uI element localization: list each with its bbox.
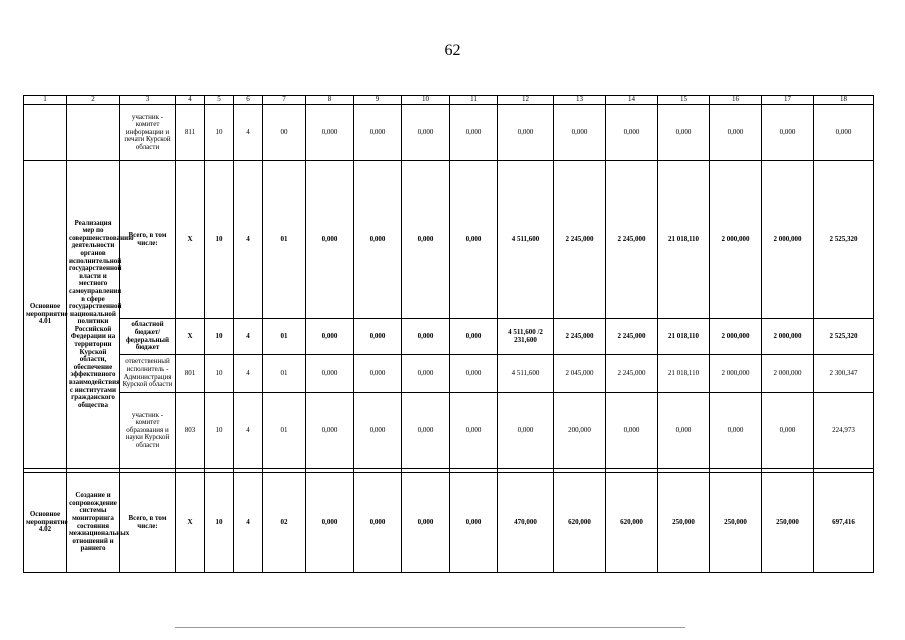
header-cell: 16 [710, 96, 762, 105]
value-cell: 0,000 [762, 105, 814, 161]
page-bottom-line [175, 627, 685, 628]
code-cell: 811 [176, 105, 205, 161]
value-cell: 0,000 [762, 393, 814, 469]
header-cell: 12 [498, 96, 554, 105]
value-cell: 0,000 [402, 355, 450, 393]
value-cell: 250,000 [710, 473, 762, 573]
value-cell: 0,000 [710, 105, 762, 161]
header-cell: 10 [402, 96, 450, 105]
empty-cell [24, 105, 67, 161]
code-cell: Х [176, 319, 205, 355]
code-cell: 803 [176, 393, 205, 469]
code-cell: 01 [263, 355, 306, 393]
value-cell: 0,000 [658, 393, 710, 469]
value-cell: 250,000 [762, 473, 814, 573]
header-cell: 4 [176, 96, 205, 105]
header-cell: 5 [205, 96, 234, 105]
value-cell: 0,000 [306, 473, 354, 573]
table-row [24, 473, 874, 573]
value-cell: 200,000 [554, 393, 606, 469]
value-cell: 224,973 [814, 393, 874, 469]
value-cell: 2 045,000 [554, 355, 606, 393]
value-cell: 0,000 [354, 161, 402, 319]
event-name-cell: Основное мероприятие 4.02 [24, 473, 67, 573]
header-cell: 18 [814, 96, 874, 105]
participant-cell: Всего, в том числе: [120, 161, 176, 319]
value-cell: 0,000 [354, 355, 402, 393]
header-cell: 2 [67, 96, 120, 105]
value-cell: 2 245,000 [606, 161, 658, 319]
participant-cell: участник - комитет образования и науки Курской области [120, 393, 176, 469]
value-cell: 0,000 [450, 319, 498, 355]
value-cell: 0,000 [402, 319, 450, 355]
event-description-cell: Создание и сопровождение системы мониторинга состояния межнациональных отношений и раннего [67, 473, 120, 573]
value-cell: 0,000 [498, 105, 554, 161]
table-row [24, 355, 874, 393]
code-cell: 4 [234, 319, 263, 355]
value-cell: 0,000 [658, 105, 710, 161]
value-cell: 2 000,000 [710, 161, 762, 319]
table-row [24, 319, 874, 355]
value-cell: 0,000 [306, 105, 354, 161]
code-cell: 10 [205, 161, 234, 319]
header-cell: 15 [658, 96, 710, 105]
code-cell: Х [176, 473, 205, 573]
value-cell: 2 000,000 [762, 319, 814, 355]
table-row [24, 393, 874, 469]
value-cell: 0,000 [306, 355, 354, 393]
code-cell: 01 [263, 319, 306, 355]
code-cell: 10 [205, 355, 234, 393]
code-cell: 801 [176, 355, 205, 393]
value-cell: 620,000 [606, 473, 658, 573]
value-cell: 0,000 [814, 105, 874, 161]
value-cell: 0,000 [450, 393, 498, 469]
value-cell: 4 511,600 [498, 355, 554, 393]
participant-cell: ответственный исполнитель - Администрация Курской области [120, 355, 176, 393]
value-cell: 2 245,000 [554, 161, 606, 319]
value-cell: 0,000 [450, 105, 498, 161]
header-cell: 14 [606, 96, 658, 105]
code-cell: 4 [234, 355, 263, 393]
value-cell: 0,000 [402, 473, 450, 573]
value-cell: 0,000 [606, 393, 658, 469]
value-cell: 0,000 [606, 105, 658, 161]
value-cell: 0,000 [554, 105, 606, 161]
value-cell: 21 018,110 [658, 319, 710, 355]
value-cell: 2 525,320 [814, 161, 874, 319]
value-cell: 0,000 [354, 105, 402, 161]
value-cell: 0,000 [498, 393, 554, 469]
header-cell: 11 [450, 96, 498, 105]
value-cell: 0,000 [402, 105, 450, 161]
code-cell: 4 [234, 161, 263, 319]
code-cell: 4 [234, 393, 263, 469]
value-cell: 0,000 [450, 473, 498, 573]
code-cell: 02 [263, 473, 306, 573]
budget-table [23, 95, 874, 573]
value-cell: 0,000 [306, 319, 354, 355]
code-cell: 01 [263, 161, 306, 319]
code-cell: 10 [205, 319, 234, 355]
value-cell: 620,000 [554, 473, 606, 573]
code-cell: 01 [263, 393, 306, 469]
value-cell: 2 000,000 [710, 355, 762, 393]
event-name-cell: Основное мероприятие 4.01 [24, 161, 67, 469]
code-cell: 00 [263, 105, 306, 161]
participant-cell: областной бюджет/ федеральный бюджет [120, 319, 176, 355]
value-cell: 470,000 [498, 473, 554, 573]
value-cell: 0,000 [402, 161, 450, 319]
value-cell: 2 000,000 [762, 161, 814, 319]
value-cell: 250,000 [658, 473, 710, 573]
value-cell: 2 000,000 [710, 319, 762, 355]
value-cell: 0,000 [450, 161, 498, 319]
value-cell: 0,000 [354, 473, 402, 573]
code-cell: 10 [205, 473, 234, 573]
table-row [24, 161, 874, 319]
value-cell: 2 245,000 [554, 319, 606, 355]
value-cell: 0,000 [306, 393, 354, 469]
code-cell: 4 [234, 473, 263, 573]
value-cell: 21 018,110 [658, 355, 710, 393]
page-number: 62 [444, 42, 461, 59]
value-cell: 0,000 [354, 319, 402, 355]
participant-cell: Всего, в том числе: [120, 473, 176, 573]
header-row [24, 96, 874, 105]
header-cell: 8 [306, 96, 354, 105]
value-cell: 0,000 [354, 393, 402, 469]
value-cell: 0,000 [402, 393, 450, 469]
value-cell: 0,000 [710, 393, 762, 469]
value-cell: 4 511,600 /2 231,600 [498, 319, 554, 355]
code-cell: 10 [205, 393, 234, 469]
code-cell: 10 [205, 105, 234, 161]
header-cell: 17 [762, 96, 814, 105]
event-description-cell: Реализация мер по совершенствованию деятельности органов исполнительной государственной власти и местного самоуправления в сфере государственной национальной политики Российской Федерации на территории Курской области, обеспечение эффективного взаимодействия с институтами гражданского общества [67, 161, 120, 469]
header-cell: 6 [234, 96, 263, 105]
value-cell: 0,000 [306, 161, 354, 319]
header-cell: 13 [554, 96, 606, 105]
value-cell: 2 300,347 [814, 355, 874, 393]
participant-cell: участник - комитет информации и печати Курской области [120, 105, 176, 161]
empty-cell [67, 105, 120, 161]
header-cell: 9 [354, 96, 402, 105]
code-cell: 4 [234, 105, 263, 161]
value-cell: 0,000 [450, 355, 498, 393]
value-cell: 21 018,110 [658, 161, 710, 319]
code-cell: Х [176, 161, 205, 319]
value-cell: 2 000,000 [762, 355, 814, 393]
value-cell: 2 245,000 [606, 355, 658, 393]
table-row [24, 105, 874, 161]
value-cell: 697,416 [814, 473, 874, 573]
header-cell: 7 [263, 96, 306, 105]
value-cell: 2 245,000 [606, 319, 658, 355]
value-cell: 4 511,600 [498, 161, 554, 319]
header-cell: 3 [120, 96, 176, 105]
header-cell: 1 [24, 96, 67, 105]
value-cell: 2 525,320 [814, 319, 874, 355]
